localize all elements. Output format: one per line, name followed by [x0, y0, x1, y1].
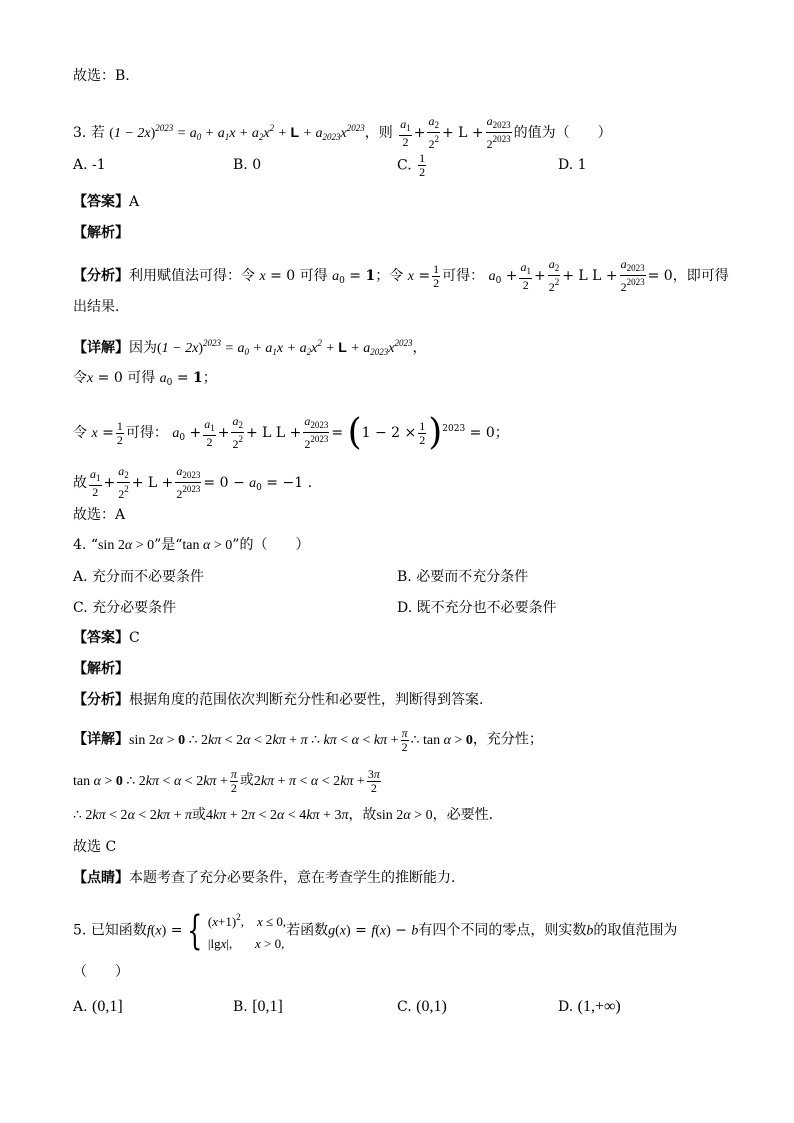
prev-answer: 故选：B. [73, 68, 130, 84]
q3-fenxi: 【分析】利用赋值法可得：令 x = 0 可得 $a_0 = 1$；令 x = $\frac{1}{2}$ 可得： $a_0$ + $\frac{a_1}{2}$ + $\frac{a_2}{2^2}$ + L L + $\frac{a_{2023}}{2^{2023}}$ = 0，即可得 [73, 257, 729, 294]
q3-option-a: A. -1 [73, 157, 106, 173]
q3-final: 故选：A [73, 507, 126, 523]
q4-option-b: B. 必要而不充分条件 [397, 569, 529, 585]
q4-detail-1: 【详解】sin 2α > 0 ∴ 2kπ < 2α < 2kπ + π ∴ kπ < α < kπ + $\frac{\pi}{2}$ ∴ tan α > 0，充分性； [73, 726, 543, 754]
q5-option-b: B. [0,1] [233, 998, 283, 1015]
q3-fenxi-cont: 出结果. [73, 299, 120, 315]
q3-answer: 【答案】A [73, 194, 140, 210]
q5-stem: 5. 已知函数f(x) = { $(x+1)^2$, x ≤ 0, |lgx|, x > 0, 若函数g(x) = f(x) − b有四个不同的零点，则实数b的取值范围为 [73, 907, 678, 954]
q3-therefore: 故 $\frac{a_1}{2}$ + $\frac{a_2}{2^2}$ + L + $\frac{a_{2023}}{2^{2023}}$ = $0 - a_0 = -1$ . [73, 464, 313, 501]
q4-option-d: D. 既不充分也不必要条件 [397, 600, 557, 616]
q4-analysis-tag: 【解析】 [73, 661, 129, 677]
q3-stem: 3. 若 $(1 - 2x)^{2023} = a_0 + a_1x + a_2x^2 + L + a_{2023}x^{2023}$，则 $\frac{a_1}{2}$ + $\frac{a_2}{2^2}$ + L + $\frac{a_{2023}}{2^{2023}}$ 的值为（ ） [73, 114, 612, 151]
q4-stem: 4. “sin 2α > 0”是“tan α > 0”的（ ） [73, 537, 310, 553]
q4-option-c: C. 充分必要条件 [73, 600, 177, 616]
q3-option-b: B. 0 [233, 157, 262, 173]
q5-option-d: D. (1,+∞) [558, 998, 621, 1015]
q4-detail-2: tan α > 0 ∴ 2kπ < α < 2kπ + $\frac{\pi}{2}$ 或2kπ + π < α < 2kπ + $\frac{3\pi}{2}$ [73, 767, 380, 795]
q4-dianjing: 【点睛】本题考查了充分必要条件，意在考查学生的推断能力. [73, 870, 456, 886]
q4-answer: 【答案】C [73, 630, 140, 646]
q5-option-c: C. (0,1) [397, 998, 447, 1015]
q4-detail-3: ∴ 2kπ < 2α < 2kπ + π或4kπ + 2π < 2α < 4kπ + 3π，故sin 2α > 0，必要性. [73, 807, 494, 823]
q5-option-a: A. (0,1] [73, 998, 123, 1015]
q4-final: 故选 C [73, 839, 117, 855]
q3-option-c: C. $\frac{1}{2}$ [397, 151, 426, 179]
q5-paren: （ ） [73, 964, 129, 980]
q3-let-half: 令 x = $\frac{1}{2}$ 可得： $a_0$ + $\frac{a_1}{2}$ + $\frac{a_2}{2^2}$ + L L + $\frac{a_{2023}}{2^{2023}}$ = (1 − 2 × $\frac{1}{2}$ )$^{2023}$ = 0； [73, 412, 509, 453]
q3-option-d: D. 1 [558, 157, 587, 173]
q3-analysis-tag: 【解析】 [73, 225, 129, 241]
q3-let-zero: 令x = 0 可得 $a_0 = 1$； [73, 370, 217, 388]
q3-detail: 【详解】因为$(1 - 2x)^{2023} = a_0 + a_1x + a_2x^2 + L + a_{2023}x^{2023}$， [73, 338, 427, 357]
q4-option-a: A. 充分而不必要条件 [73, 569, 205, 585]
q4-fenxi: 【分析】根据角度的范围依次判断充分性和必要性，判断得到答案. [73, 692, 484, 708]
